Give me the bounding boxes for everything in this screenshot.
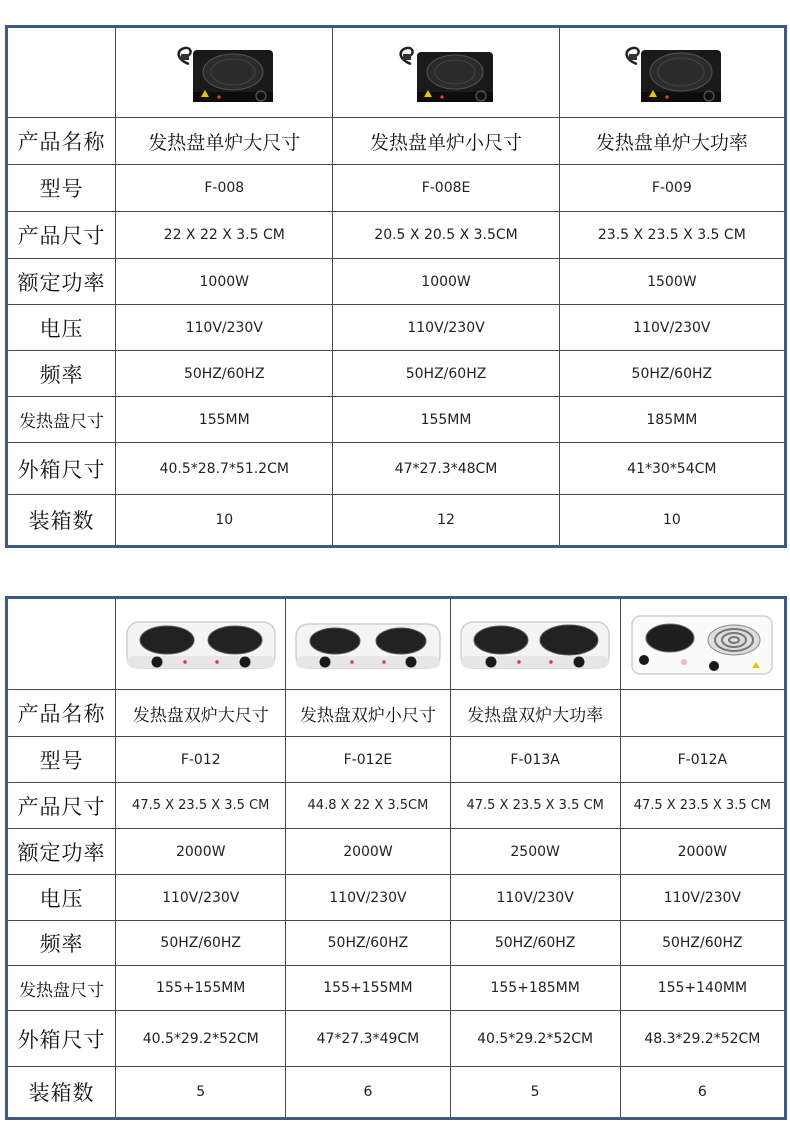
carton-size-cell: 47*27.3*48CM [333, 443, 559, 495]
model-cell: F-013A [450, 737, 620, 783]
product-image-cell [450, 598, 620, 690]
power-cell: 2500W [450, 829, 620, 875]
model-cell: F-008E [333, 165, 559, 212]
spec-table-double-burner [5, 596, 787, 1120]
single-burner-black-icon [391, 42, 501, 104]
row-label-model: 型号 [7, 165, 116, 212]
product-name-cell: 发热盘双炉小尺寸 [286, 690, 450, 737]
voltage-cell: 110V/230V [286, 875, 450, 921]
corner-cell [7, 27, 116, 118]
voltage-cell: 110V/230V [116, 875, 286, 921]
voltage-cell: 110V/230V [333, 305, 559, 351]
pack-qty-cell: 5 [116, 1067, 286, 1119]
image-row [7, 598, 786, 690]
frequency-cell: 50HZ/60HZ [286, 921, 450, 966]
plate-size-row [7, 966, 786, 1011]
model-row [7, 737, 786, 783]
model-cell: F-012A [620, 737, 785, 783]
power-cell: 2000W [116, 829, 286, 875]
size-cell: 47.5 X 23.5 X 3.5 CM [450, 783, 620, 829]
size-row [7, 783, 786, 829]
product-image-cell [286, 598, 450, 690]
plate-size-cell: 155MM [333, 397, 559, 443]
power-row [7, 829, 786, 875]
plate-size-cell: 155+140MM [620, 966, 785, 1011]
product-image-cell [620, 598, 785, 690]
row-label-frequency: 频率 [7, 351, 116, 397]
single-burner-black-icon [617, 42, 727, 104]
product-image-cell [333, 27, 559, 118]
frequency-cell: 50HZ/60HZ [559, 351, 785, 397]
carton-size-cell: 40.5*28.7*51.2CM [116, 443, 333, 495]
row-label-pack-qty: 装箱数 [7, 495, 116, 547]
size-cell: 22 X 22 X 3.5 CM [116, 212, 333, 259]
double-burner-white-icon [455, 612, 615, 676]
row-label-plate-size: 发热盘尺寸 [7, 397, 116, 443]
plate-and-coil-burner-icon [624, 604, 780, 684]
carton-size-row [7, 1011, 786, 1067]
model-cell: F-009 [559, 165, 785, 212]
single-burner-black-icon [169, 42, 279, 104]
voltage-row [7, 875, 786, 921]
pack-qty-cell: 10 [559, 495, 785, 547]
carton-size-row [7, 443, 786, 495]
row-label-power: 额定功率 [7, 259, 116, 305]
pack-qty-row [7, 1067, 786, 1119]
carton-size-cell: 48.3*29.2*52CM [620, 1011, 785, 1067]
power-cell: 1000W [116, 259, 333, 305]
carton-size-cell: 47*27.3*49CM [286, 1011, 450, 1067]
plate-size-cell: 155+185MM [450, 966, 620, 1011]
pack-qty-cell: 6 [286, 1067, 450, 1119]
product-name-row [7, 118, 786, 165]
power-cell: 1000W [333, 259, 559, 305]
frequency-cell: 50HZ/60HZ [450, 921, 620, 966]
size-cell: 20.5 X 20.5 X 3.5CM [333, 212, 559, 259]
size-cell: 23.5 X 23.5 X 3.5 CM [559, 212, 785, 259]
product-name-cell: 发热盘单炉小尺寸 [333, 118, 559, 165]
row-label-voltage: 电压 [7, 875, 116, 921]
corner-cell [7, 598, 116, 690]
frequency-row [7, 351, 786, 397]
double-burner-white-icon [290, 612, 446, 676]
voltage-cell: 110V/230V [450, 875, 620, 921]
frequency-cell: 50HZ/60HZ [116, 921, 286, 966]
model-cell: F-012 [116, 737, 286, 783]
product-name-cell [620, 690, 785, 737]
row-label-pack-qty: 装箱数 [7, 1067, 116, 1119]
power-cell: 2000W [620, 829, 785, 875]
double-burner-white-icon [121, 612, 281, 676]
model-cell: F-008 [116, 165, 333, 212]
product-image-cell [559, 27, 785, 118]
product-name-cell: 发热盘单炉大功率 [559, 118, 785, 165]
product-name-cell: 发热盘双炉大尺寸 [116, 690, 286, 737]
plate-size-cell: 155+155MM [116, 966, 286, 1011]
row-label-model: 型号 [7, 737, 116, 783]
plate-size-row [7, 397, 786, 443]
model-row [7, 165, 786, 212]
pack-qty-cell: 5 [450, 1067, 620, 1119]
row-label-plate-size: 发热盘尺寸 [7, 966, 116, 1011]
row-label-voltage: 电压 [7, 305, 116, 351]
power-cell: 1500W [559, 259, 785, 305]
frequency-cell: 50HZ/60HZ [620, 921, 785, 966]
voltage-cell: 110V/230V [559, 305, 785, 351]
carton-size-cell: 41*30*54CM [559, 443, 785, 495]
row-label-product-name: 产品名称 [7, 118, 116, 165]
size-cell: 47.5 X 23.5 X 3.5 CM [116, 783, 286, 829]
model-cell: F-012E [286, 737, 450, 783]
product-image-cell [116, 598, 286, 690]
voltage-cell: 110V/230V [116, 305, 333, 351]
frequency-row [7, 921, 786, 966]
spec-table-single-burner [5, 25, 787, 548]
size-row [7, 212, 786, 259]
power-cell: 2000W [286, 829, 450, 875]
pack-qty-cell: 6 [620, 1067, 785, 1119]
plate-size-cell: 155+155MM [286, 966, 450, 1011]
row-label-product-name: 产品名称 [7, 690, 116, 737]
row-label-frequency: 频率 [7, 921, 116, 966]
product-name-cell: 发热盘单炉大尺寸 [116, 118, 333, 165]
row-label-size: 产品尺寸 [7, 212, 116, 259]
carton-size-cell: 40.5*29.2*52CM [450, 1011, 620, 1067]
product-name-cell: 发热盘双炉大功率 [450, 690, 620, 737]
voltage-row [7, 305, 786, 351]
pack-qty-cell: 10 [116, 495, 333, 547]
frequency-cell: 50HZ/60HZ [116, 351, 333, 397]
size-cell: 44.8 X 22 X 3.5CM [286, 783, 450, 829]
product-image-cell [116, 27, 333, 118]
plate-size-cell: 155MM [116, 397, 333, 443]
carton-size-cell: 40.5*29.2*52CM [116, 1011, 286, 1067]
pack-qty-cell: 12 [333, 495, 559, 547]
product-name-row [7, 690, 786, 737]
plate-size-cell: 185MM [559, 397, 785, 443]
power-row [7, 259, 786, 305]
image-row [7, 27, 786, 118]
row-label-size: 产品尺寸 [7, 783, 116, 829]
row-label-carton-size: 外箱尺寸 [7, 1011, 116, 1067]
row-label-carton-size: 外箱尺寸 [7, 443, 116, 495]
pack-qty-row [7, 495, 786, 547]
frequency-cell: 50HZ/60HZ [333, 351, 559, 397]
voltage-cell: 110V/230V [620, 875, 785, 921]
size-cell: 47.5 X 23.5 X 3.5 CM [620, 783, 785, 829]
row-label-power: 额定功率 [7, 829, 116, 875]
